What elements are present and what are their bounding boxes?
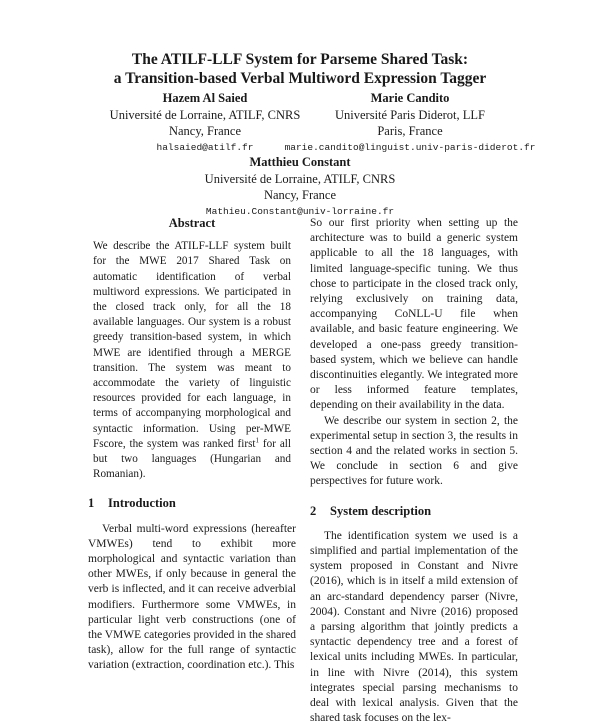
introduction-paragraph: Verbal multi-word expressions (hereafter VMWEs) tend to exhibit more morphological and syntactic variation than other MWEs, if only because in general the verb is inflected, and it can receive adverbial modifiers. Furthermore some VMWEs, in particular light verb constructions (one of the VMWE categories provided in the shared task), allow for the full range of syntactic variation (extraction, coordination etc.). This <box>88 522 296 672</box>
author-affiliation: Université Paris Diderot, LLF <box>335 107 485 122</box>
paper-title <box>0 50 600 88</box>
abstract-body: We describe the ATILF-LLF system built for the MWE 2017 Shared Task on automatic identification of verbal multiword expressions. We participated in the closed track only, for all the 18 available languages. Our system is a robust greedy transition-based system, in which MWE are identified through a MERGE transition. The system was meant to accommodate the variety of linguistic resources provided for each language, in terms of accompanying morphological and syntactic information. Using per-MWE Fscore, the system was ranked first <box>93 240 291 450</box>
right-paragraph-1: So our first priority when setting up the architecture was to build a generic system applicable to all the 18 languages, with limited language-specific tuning. We thus chose to participate in the closed track only, relying exclusively on training data, accompanying CoNLL-U file when available, and basic feature engineering. We developed a one-pass greedy transition-based system, which we believe can handle discontinuities elegantly. We integrated more or less informed feature templates, depending on their availability in the data. <box>310 217 518 412</box>
title-line-1: The ATILF-LLF System for Parseme Shared Task: <box>131 51 469 68</box>
author-affiliation: Université de Lorraine, ATILF, CNRS <box>109 107 301 122</box>
system-description-paragraph: The identification system we used is a simplified and partial implementation of the system proposed in Constant and Nivre (2016), which is in itself a mild extension of an arc-standard dependency parser (Nivre, 2004). Constant and Nivre (2016) proposed a parsing algorithm that jointly predicts a syntactic dependency tree and a forest of lexical units including MWEs. In particular, in line with Nivre (2014), this system integrates special parsing mechanisms to deal with lexical analysis. Given that the shared task focuses on the lex- <box>310 529 518 725</box>
author-location: Paris, France <box>377 124 443 138</box>
section-number: 1 <box>88 496 95 511</box>
author-location: Nancy, France <box>168 124 242 138</box>
abstract-text <box>88 239 296 482</box>
abstract-body-end: for all but two languages (Hungarian and Romanian). <box>93 437 291 481</box>
author-affiliation: Université de Lorraine, ATILF, CNRS <box>204 171 396 186</box>
author-email[interactable]: halsaied@atilf.fr <box>156 141 254 153</box>
author-location: Nancy, France <box>263 188 337 202</box>
author-name: Hazem Al Saied <box>162 91 248 105</box>
section-title: Introduction <box>108 496 176 511</box>
author-email[interactable]: Mathieu.Constant@univ-lorraine.fr <box>205 205 395 217</box>
right-column <box>310 216 518 727</box>
left-column <box>88 216 296 674</box>
author-email[interactable]: marie.candito@linguist.univ-paris-diderot.fr <box>284 141 536 153</box>
section-heading-system-description <box>310 504 518 519</box>
right-paragraph-2: We describe our system in section 2, the experimental setup in section 3, the results in section 4 and the related works in section 5. We conclude in section 6 and give perspectives for future work. <box>310 414 518 488</box>
section-heading-introduction <box>88 496 296 511</box>
author-2 <box>280 90 540 156</box>
section-number: 2 <box>310 503 317 518</box>
footnote-mark: 1 <box>255 436 260 445</box>
author-name: Matthieu Constant <box>249 155 351 169</box>
abstract-heading: Abstract <box>168 216 216 230</box>
section-title: System description <box>330 503 432 518</box>
author-3 <box>150 154 450 220</box>
author-name: Marie Candito <box>370 91 450 105</box>
title-line-2: a Transition-based Verbal Multiword Expression Tagger <box>113 70 487 87</box>
